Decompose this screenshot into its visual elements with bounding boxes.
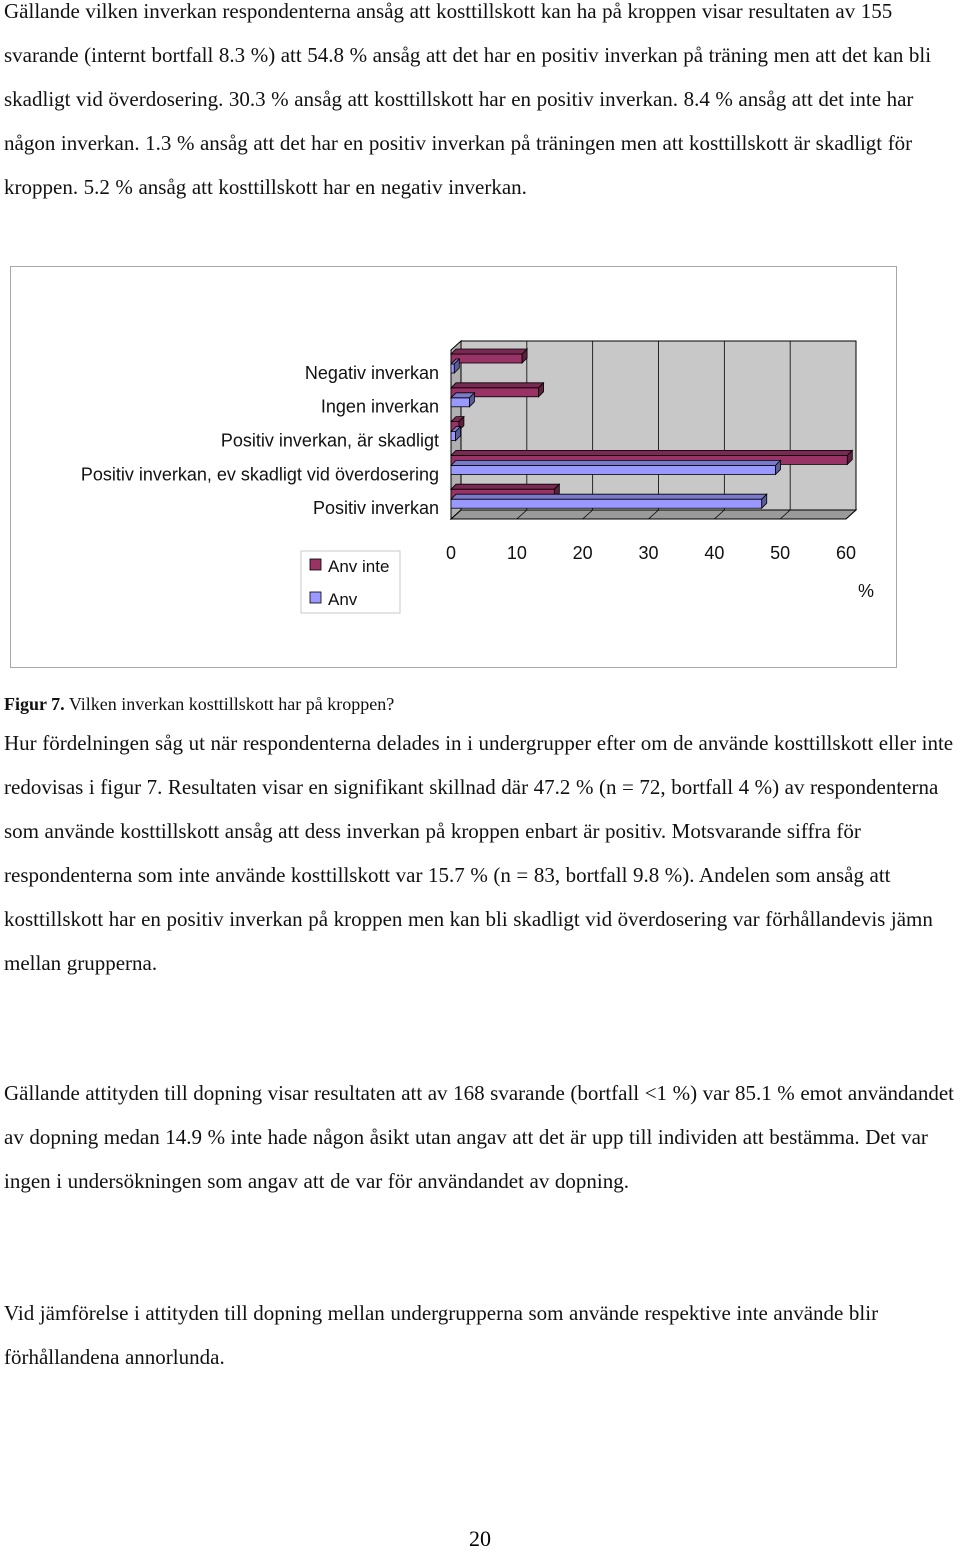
bar-top xyxy=(451,460,781,465)
intro-paragraph: Gällande vilken inverkan respondenterna ansåg att kosttillskott kan ha på kroppen visar resultaten av 155 svarande (internt bortfall 8.3 %) att 54.8 % ansåg att det har en positiv inverkan på träning men att det kan bli skadligt vid överdosering. 30.3 % ansåg att kosttillskott har en positiv inverkan. 8.4 % ansåg att det inte har någon inverkan. 1.3 % ansåg att det har en positiv inverkan på träningen men att kosttillskott är skadligt för kroppen. 5.2 % ansåg att kosttillskott har en negativ inverkan. xyxy=(4,0,932,199)
subgroup-paragraph: Hur fördelningen såg ut när respondenterna delades in i undergrupper efter om de använde kosttillskott eller inte redovisas i figur 7. Resultaten visar en signifikant skillnad där 47.2 % (n = 72, bortfall 4 %) av respondenterna som använde kosttillskott ansåg att dess inverkan på kroppen enbart är positiv. Motsvarande siffra för respondenterna som inte använde kosttillskott var 15.7 % (n = 83, bortfall 9.8 %). Andelen som ansåg att kosttillskott har en positiv inverkan på kroppen men kan bli skadligt vid överdosering var förhållandevis jämn mellan grupperna. xyxy=(4,731,954,975)
legend-label-anv-inte: Anv inte xyxy=(328,557,390,576)
bar-front xyxy=(451,364,454,373)
bar-top xyxy=(451,450,852,455)
x-tick-label-30: 30 xyxy=(638,543,659,563)
doping-comparison-paragraph: Vid jämförelse i attityden till dopning mellan undergrupperna som använde respektive inte använde blir förhållandena annorlunda. xyxy=(4,1301,879,1369)
x-axis-label: % xyxy=(857,581,875,601)
category-label-negativ-inverkan: Negativ inverkan xyxy=(304,362,439,383)
x-tick-label-60: 60 xyxy=(835,543,857,563)
bar-front xyxy=(451,465,776,474)
bar-anv-positiv-inverkan xyxy=(451,494,767,508)
doping-attitude-paragraph: Gällande attityden till dopning visar resultaten att av 168 svarande (bortfall <1 %) var 85.1 % emot användandet av dopning medan 14.9 % inte hade någon åsikt utan angav att det är upp till individen att bestämma. Det var ingen i undersökningen som angav att de var för användandet av dopning. xyxy=(4,1081,954,1193)
bar-top xyxy=(451,383,544,388)
category-label-positiv-inverkan: Positiv inverkan xyxy=(312,498,439,519)
bar-top xyxy=(451,484,559,489)
chart-category-labels xyxy=(81,363,439,518)
x-tick-label-20: 20 xyxy=(572,543,593,563)
x-tick-label-10: 10 xyxy=(506,543,527,563)
bar-front xyxy=(451,354,522,363)
figure-7-chart xyxy=(10,266,897,668)
bar-front xyxy=(451,499,762,508)
bar-top xyxy=(451,494,767,499)
bar-front xyxy=(451,432,456,441)
bar-front xyxy=(451,398,469,407)
figure-caption-text: Vilken inverkan kosttillskott har på kroppen? xyxy=(64,694,395,714)
legend-swatch-anv-inte xyxy=(310,559,321,570)
category-label-ingen-inverkan: Ingen inverkan xyxy=(320,396,439,417)
legend-swatch-anv xyxy=(310,592,321,603)
legend-label-anv: Anv xyxy=(328,590,358,609)
page-number: 20 xyxy=(469,1526,491,1551)
chart-legend xyxy=(301,551,400,613)
figure-caption xyxy=(4,692,394,716)
bar-anv-inte-negativ-inverkan xyxy=(451,349,527,363)
chart-x-tick-labels xyxy=(446,543,856,563)
chart-canvas xyxy=(11,267,896,667)
category-label-positiv-inverkan-ar-skadligt: Positiv inverkan, är skadligt xyxy=(220,430,439,451)
category-label-positiv-inverkan-ev-skadligt-vid-overdosering: Positiv inverkan, ev skadligt vid överdosering xyxy=(80,464,439,485)
bar-top xyxy=(451,349,527,354)
x-tick-label-40: 40 xyxy=(704,543,725,563)
figure-caption-label: Figur 7. xyxy=(4,694,65,714)
x-tick-label-0: 0 xyxy=(445,543,457,563)
bar-anv-ingen-inverkan xyxy=(451,393,474,407)
bar-anv-positiv-inverkan-ev-skadligt-vid-overdosering xyxy=(451,460,781,474)
x-tick-label-50: 50 xyxy=(770,543,791,563)
